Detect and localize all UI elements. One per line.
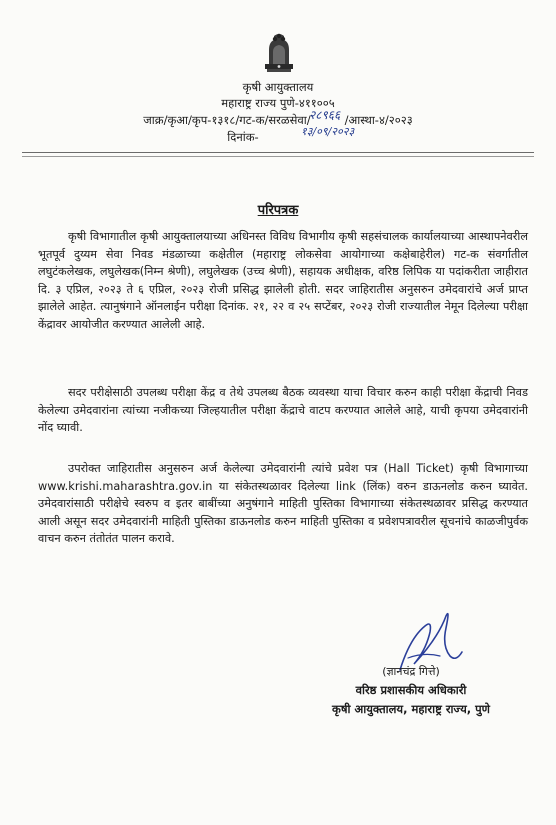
signatory-office: कृषी आयुक्तालय, महाराष्ट्र राज्य, पुणे xyxy=(332,702,490,716)
reference-prefix: जाक्र/कृआ/कृप-१३१८/गट-क/सरळसेवा/ xyxy=(143,113,311,127)
paragraph-exam-announcement: कृषी विभागातील कृषी आयुक्तालयाच्या अधिनस्त विविध विभागीय कृषी सहसंचालक कार्यालयाच्या आस्थापनेवरील भूतपूर्व दुय्यम सेवा निवड मंडळाच्या कक्षेतील (महाराष्ट्र लोकसेवा आयोगाच्या कक्षेबाहेरील) गट-क संवर्गातील लघुटंकलेखक, लघुलेखक(निम्न श्रेणी), लघुलेखक (उच्च श्रेणी), सहायक अधीक्षक, वरिष्ठ लिपिक या पदांकरीता जाहीरात दि. ३ एप्रिल, २०२३ ते ६ एप्रिल, २०२३ रोजी प्रसिद्ध झालेली होती. सदर जाहिरातीस अनुसरुन उमेदवारांचे अर्ज प्राप्त झालेले आहेत. त्यानुषंगाने ऑनलाईन परीक्षा दिनांक. २१, २२ व २५ सप्टेंबर, २०२३ रोजी राज्यातील नेमून दिलेल्या परीक्षा केंद्रावर आयोजीत करण्यात आलेली आहे. xyxy=(38,230,528,331)
paragraph-exam-centre-allocation: सदर परीक्षेसाठी उपलब्ध परीक्षा केंद्र व तेथे उपलब्ध बैठक व्यवस्था याचा विचार करुन काही परीक्षा केंद्राची निवड केलेल्या उमेदवारांना त्यांच्या नजीकच्या जिल्हयातील परीक्षा केंद्राचे वाटप करण्यात आलेले आहे, याची कृपया उमेदवारांनी नोंद घ्यावी. xyxy=(38,386,528,434)
circular-title: परिपत्रक xyxy=(257,203,299,218)
signatory-designation: वरिष्ठ प्रशासकीय अधिकारी xyxy=(355,683,467,697)
header-divider xyxy=(22,152,534,153)
signatory-name: (ज्ञानचंद्र गित्ते) xyxy=(382,665,440,678)
office-name: कृषी आयुक्तालय xyxy=(242,80,314,94)
state-emblem-icon xyxy=(262,30,296,74)
paragraph-hall-ticket: उपरोक्त जाहिरातीस अनुसरुन अर्ज केलेल्या उमेदवारांनी त्यांचे प्रवेश पत्र (Hall Ticket) कृषी विभागाच्या www.krishi.maharashtra.gov.in या संकेतस्थळावर दिलेल्या link (लिंक) वरुन डाऊनलोड करुन घ्यावेत. उमेदवारांसाठी परीक्षेचे स्वरुप व इतर बाबींच्या अनुषंगाने माहिती पुस्तिका विभागाच्या संकेतस्थळावर प्रसिद्ध करण्यात आली असून सदर उमेदवारांनी माहिती पुस्तिका डाऊनलोड करुन माहिती पुस्तिका व प्रवेशपत्रावरील सूचनांचे काळजीपुर्वक वाचन करुन तंतोतंत पालन करावे. xyxy=(38,462,528,545)
reference-handwritten: २८९६६ xyxy=(309,108,341,122)
signature-block xyxy=(296,662,526,719)
header-divider-secondary xyxy=(22,156,534,157)
date-handwritten: १३/०९/२०२३ xyxy=(301,125,355,138)
office-address: महाराष्ट्र राज्य पुणे-४११००५ xyxy=(221,96,335,110)
reference-suffix: /आस्था-४/२०२३ xyxy=(344,113,413,127)
date-label: दिनांक- xyxy=(227,130,259,144)
circular-date xyxy=(0,130,556,144)
reference-number xyxy=(0,113,556,127)
